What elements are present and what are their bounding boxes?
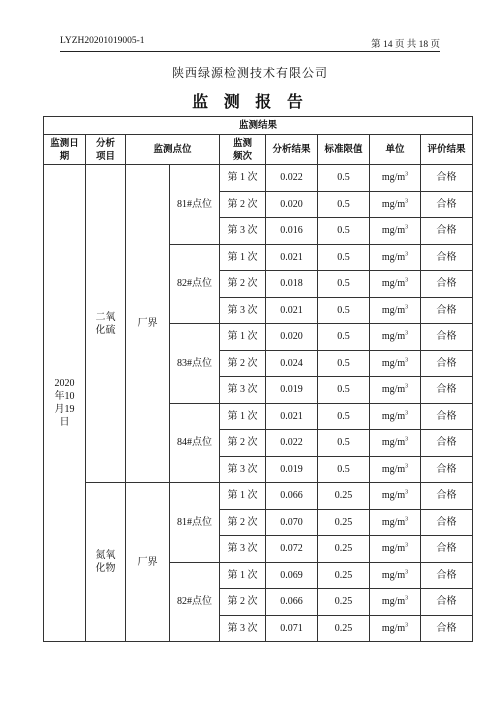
unit-cell [370,218,421,245]
unit-cell [370,456,421,483]
unit-exponent: 3 [405,542,409,549]
evaluation-cell: 合格 [421,589,473,616]
table-caption: 监测结果 [44,117,473,135]
table-row [44,483,473,510]
evaluation-cell: 合格 [421,377,473,404]
unit-base: mg/m [381,172,406,184]
result-cell: 0.016 [266,218,318,245]
header-site: 监测点位 [126,135,220,165]
unit-cell [370,403,421,430]
unit-cell [370,562,421,589]
caption-row [44,117,473,135]
evaluation-cell: 合格 [421,509,473,536]
limit-cell: 0.5 [318,297,370,324]
frequency-cell: 第 3 次 [220,218,266,245]
unit-cell [370,191,421,218]
result-cell: 0.069 [266,562,318,589]
evaluation-cell: 合格 [421,615,473,642]
limit-cell: 0.5 [318,271,370,298]
limit-cell: 0.5 [318,191,370,218]
monitor-point: 81#点位 [170,165,220,245]
unit-exponent: 3 [405,463,409,470]
header-row [44,135,473,165]
header-item: 分析项目 [86,135,126,165]
unit-base: mg/m [381,278,406,290]
monitor-point: 82#点位 [170,562,220,642]
unit-exponent: 3 [405,198,409,205]
results-table [43,116,473,642]
result-cell: 0.071 [266,615,318,642]
unit-base: mg/m [381,384,406,396]
boundary-label: 厂界 [126,165,170,483]
unit-base: mg/m [381,331,406,343]
header-date: 监测日期 [44,135,86,165]
frequency-cell: 第 3 次 [220,297,266,324]
frequency-cell: 第 2 次 [220,430,266,457]
frequency-cell: 第 1 次 [220,562,266,589]
evaluation-cell: 合格 [421,483,473,510]
header-result: 分析结果 [266,135,318,165]
evaluation-cell: 合格 [421,165,473,192]
unit-exponent: 3 [405,489,409,496]
result-cell: 0.066 [266,483,318,510]
unit-exponent: 3 [405,516,409,523]
header-eval: 评价结果 [421,135,473,165]
evaluation-cell: 合格 [421,244,473,271]
limit-cell: 0.25 [318,589,370,616]
analysis-item: 氮氧化物 [86,483,126,642]
unit-exponent: 3 [405,224,409,231]
limit-cell: 0.25 [318,562,370,589]
result-cell: 0.021 [266,403,318,430]
limit-cell: 0.5 [318,165,370,192]
frequency-cell: 第 3 次 [220,536,266,563]
unit-base: mg/m [381,251,406,263]
unit-exponent: 3 [405,251,409,258]
evaluation-cell: 合格 [421,536,473,563]
evaluation-cell: 合格 [421,350,473,377]
unit-cell [370,324,421,351]
unit-base: mg/m [381,437,406,449]
unit-cell [370,350,421,377]
evaluation-cell: 合格 [421,456,473,483]
unit-exponent: 3 [405,595,409,602]
evaluation-cell: 合格 [421,191,473,218]
frequency-cell: 第 2 次 [220,191,266,218]
frequency-cell: 第 1 次 [220,403,266,430]
table-row [44,165,473,192]
result-cell: 0.024 [266,350,318,377]
evaluation-cell: 合格 [421,562,473,589]
monitor-date: 2020年10月19日 [44,165,86,642]
unit-cell [370,483,421,510]
unit-base: mg/m [381,225,406,237]
monitor-point: 83#点位 [170,324,220,404]
frequency-cell: 第 1 次 [220,483,266,510]
limit-cell: 0.25 [318,509,370,536]
boundary-label: 厂界 [126,483,170,642]
unit-cell [370,297,421,324]
frequency-cell: 第 1 次 [220,165,266,192]
unit-base: mg/m [381,198,406,210]
unit-base: mg/m [381,304,406,316]
evaluation-cell: 合格 [421,271,473,298]
unit-cell [370,430,421,457]
unit-cell [370,509,421,536]
unit-exponent: 3 [405,383,409,390]
frequency-cell: 第 1 次 [220,244,266,271]
unit-exponent: 3 [405,410,409,417]
result-cell: 0.020 [266,324,318,351]
unit-base: mg/m [381,516,406,528]
frequency-cell: 第 1 次 [220,324,266,351]
limit-cell: 0.5 [318,218,370,245]
unit-exponent: 3 [405,622,409,629]
result-cell: 0.022 [266,430,318,457]
evaluation-cell: 合格 [421,403,473,430]
unit-cell [370,271,421,298]
unit-base: mg/m [381,596,406,608]
unit-base: mg/m [381,569,406,581]
limit-cell: 0.5 [318,324,370,351]
result-cell: 0.019 [266,377,318,404]
frequency-cell: 第 2 次 [220,271,266,298]
unit-base: mg/m [381,490,406,502]
header-freq: 监测频次 [220,135,266,165]
limit-cell: 0.5 [318,244,370,271]
frequency-cell: 第 2 次 [220,350,266,377]
result-cell: 0.021 [266,297,318,324]
unit-cell [370,165,421,192]
report-title: 监 测 报 告 [192,92,308,111]
unit-exponent: 3 [405,357,409,364]
result-cell: 0.020 [266,191,318,218]
result-cell: 0.018 [266,271,318,298]
frequency-cell: 第 2 次 [220,509,266,536]
frequency-cell: 第 3 次 [220,615,266,642]
unit-exponent: 3 [405,569,409,576]
unit-cell [370,615,421,642]
unit-base: mg/m [381,622,406,634]
result-cell: 0.066 [266,589,318,616]
unit-base: mg/m [381,543,406,555]
unit-exponent: 3 [405,277,409,284]
frequency-cell: 第 3 次 [220,456,266,483]
result-cell: 0.072 [266,536,318,563]
unit-base: mg/m [381,357,406,369]
evaluation-cell: 合格 [421,324,473,351]
unit-cell [370,536,421,563]
limit-cell: 0.25 [318,536,370,563]
result-cell: 0.070 [266,509,318,536]
monitor-point: 81#点位 [170,483,220,563]
limit-cell: 0.5 [318,350,370,377]
unit-exponent: 3 [405,304,409,311]
unit-exponent: 3 [405,436,409,443]
frequency-cell: 第 3 次 [220,377,266,404]
limit-cell: 0.25 [318,483,370,510]
unit-cell [370,589,421,616]
frequency-cell: 第 2 次 [220,589,266,616]
result-cell: 0.022 [266,165,318,192]
limit-cell: 0.5 [318,403,370,430]
company-name: 陕西绿源检测技术有限公司 [171,66,328,80]
unit-base: mg/m [381,410,406,422]
limit-cell: 0.5 [318,377,370,404]
doc-number: LYZH20201019005-1 [60,36,145,46]
result-cell: 0.019 [266,456,318,483]
unit-exponent: 3 [405,171,409,178]
evaluation-cell: 合格 [421,297,473,324]
unit-exponent: 3 [405,330,409,337]
header-unit: 单位 [370,135,421,165]
monitor-point: 84#点位 [170,403,220,483]
page-info: 第 14 页 共 18 页 [371,40,440,50]
result-cell: 0.021 [266,244,318,271]
header-rule [60,51,440,52]
limit-cell: 0.5 [318,430,370,457]
evaluation-cell: 合格 [421,218,473,245]
unit-cell [370,244,421,271]
page-header [60,34,440,52]
limit-cell: 0.25 [318,615,370,642]
limit-cell: 0.5 [318,456,370,483]
unit-cell [370,377,421,404]
analysis-item: 二氧化硫 [86,165,126,483]
monitor-point: 82#点位 [170,244,220,324]
evaluation-cell: 合格 [421,430,473,457]
unit-base: mg/m [381,463,406,475]
header-limit: 标准限值 [318,135,370,165]
